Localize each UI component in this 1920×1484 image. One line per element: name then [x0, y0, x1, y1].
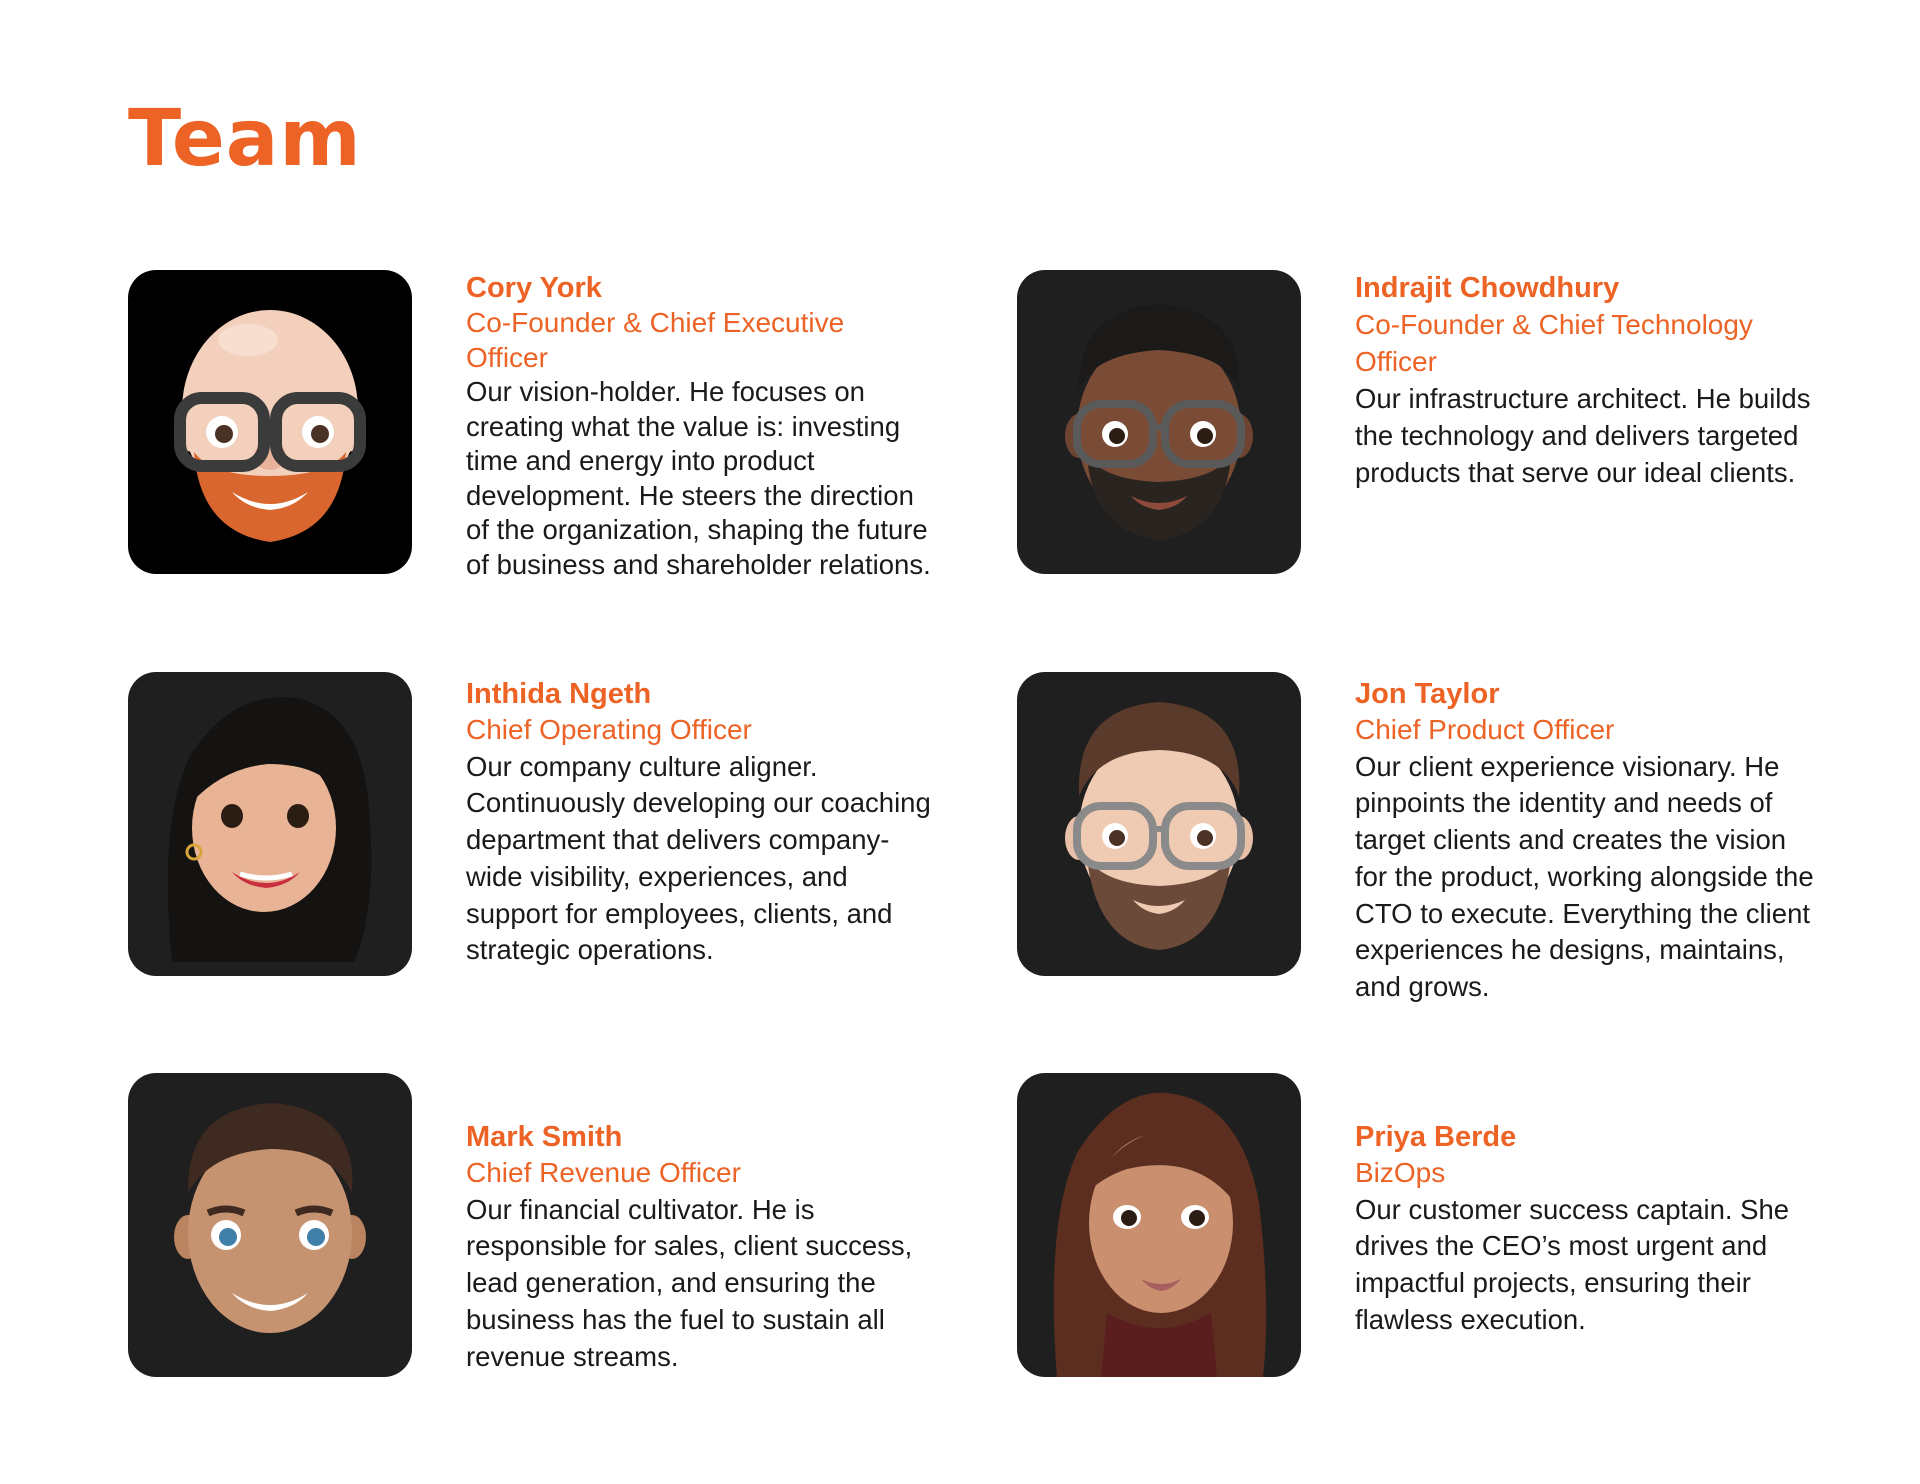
member-bio: Our vision-holder. He focuses on creating what the value is: investing time and energy into product development. He steers the direction of the organization, shaping the future of business and shareholder relations.	[466, 376, 931, 580]
member-role: Co-Founder & Chief Technology Officer	[1355, 309, 1753, 377]
member-role: Chief Operating Officer	[466, 714, 752, 745]
member-name: Indrajit Chowdhury	[1355, 272, 1620, 304]
member-bio: Our infrastructure architect. He builds the technology and delivers targeted products that serve our ideal clients.	[1355, 383, 1811, 488]
member-name: Mark Smith	[466, 1121, 623, 1153]
bald-man-glasses-beard-avatar-icon	[128, 270, 412, 574]
member-role: Chief Revenue Officer	[466, 1157, 741, 1188]
page-title: Team	[128, 94, 362, 184]
member-info	[1355, 270, 1825, 491]
man-glasses-beard-avatar-icon	[1017, 672, 1301, 976]
member-role: BizOps	[1355, 1157, 1446, 1188]
member-role: Chief Product Officer	[1355, 714, 1615, 745]
member-role: Co-Founder & Chief Executive Officer	[466, 307, 845, 373]
member-name: Cory York	[466, 272, 602, 304]
member-name: Jon Taylor	[1355, 678, 1500, 710]
member-info	[1355, 1119, 1825, 1339]
member-name: Priya Berde	[1355, 1121, 1517, 1153]
member-info	[1355, 676, 1825, 1006]
member-info	[466, 270, 936, 582]
woman-long-hair-avatar-icon	[128, 672, 412, 976]
member-info	[466, 1119, 936, 1375]
member-info	[466, 676, 936, 969]
member-bio: Our customer success captain. She drives the CEO’s most urgent and impactful projects, ensuring their flawless execution.	[1355, 1193, 1790, 1335]
smiling-man-avatar-icon	[128, 1073, 412, 1377]
member-name: Inthida Ngeth	[466, 678, 652, 710]
man-glasses-beard-avatar-icon	[1017, 270, 1301, 574]
member-bio: Our client experience visionary. He pinpoints the identity and needs of target clients and creates the vision for the product, working alongside the CTO to execute. Everything the client experiences he designs, maintains, and grows.	[1355, 750, 1814, 1002]
member-bio: Our company culture aligner. Continuously developing our coaching department that delivers company-wide visibility, experiences, and support for employees, clients, and strategic operations.	[466, 750, 931, 966]
woman-straight-hair-avatar-icon	[1017, 1073, 1301, 1377]
member-bio: Our financial cultivator. He is responsible for sales, client success, lead generation, and ensuring the business has the fuel to sustain all revenue streams.	[466, 1193, 913, 1372]
